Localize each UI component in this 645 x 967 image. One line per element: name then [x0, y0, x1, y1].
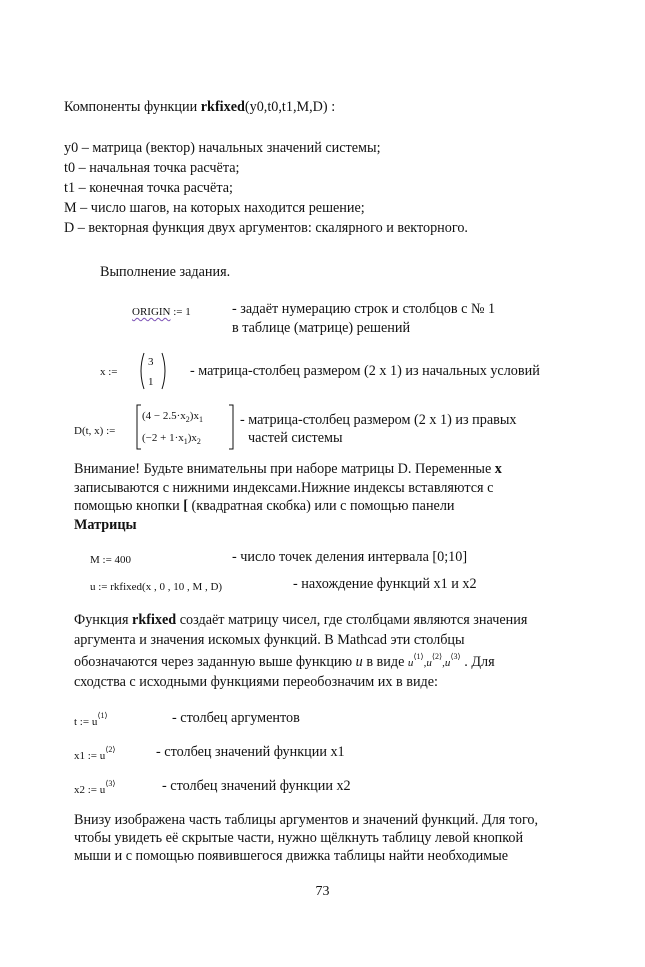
warning-text-3b: (квадратная скобка) или с помощью панели: [187, 498, 455, 514]
d-matrix-row-2: [142, 429, 201, 451]
d-row1-sub: 2: [185, 415, 190, 425]
u-def-expr: u := rkfixed(x , 0 , 10 , M , D): [90, 581, 223, 593]
m-def-expr: M := 400: [90, 554, 132, 566]
d-def-desc-2: частей системы: [248, 430, 343, 446]
d-row2-a: (−2 + 1·x: [142, 432, 184, 444]
d-row1-a: (4 − 2.5·x: [142, 410, 186, 422]
para-line-4: сходства с исходными функциями переобозначим их в виде:: [74, 674, 439, 690]
u3-var: ,u: [442, 657, 451, 669]
d-row2-sub: 1: [183, 437, 188, 447]
bracket-button-glyph: [: [183, 498, 188, 514]
d-row2-b: )x: [187, 432, 197, 444]
param-t1: t1 – конечная точка расчёта;: [64, 180, 233, 196]
col-x2-sup: ⟨3⟩: [105, 779, 116, 788]
col-t-sup: ⟨1⟩: [97, 711, 108, 720]
para-text-1b: создаёт матрицу чисел, где столбцами являются значения: [176, 612, 528, 628]
d-def-desc-1: - матрица-столбец размером (2 х 1) из правых: [240, 412, 517, 428]
bottom-line-3: мыши и с помощью появившегося движка таблицы найти необходимые: [74, 848, 509, 864]
x-def-desc: - матрица-столбец размером (2 х 1) из начальных условий: [190, 363, 540, 379]
d-row2-end-sub: 2: [196, 437, 201, 447]
param-d: D – векторная функция двух аргументов: скалярного и векторного.: [64, 220, 468, 236]
rkfixed-args: (y0,t0,t1,M,D) :: [244, 99, 336, 115]
para-line-2: аргумента и значения искомых функций. В Mathcad эти столбцы: [74, 632, 465, 648]
col-x2-lhs: x2 := u: [74, 784, 106, 796]
d-row1-b: )x: [189, 410, 199, 422]
origin-var: ORIGIN: [132, 306, 171, 318]
col-x2-desc: - столбец значений функции x2: [162, 778, 351, 794]
d-def-lhs: D(t, x) :=: [74, 425, 116, 437]
u1-var: u: [407, 657, 414, 669]
para-text-1a: Функция: [74, 612, 133, 628]
origin-desc-2: в таблице (матрице) решений: [232, 320, 411, 336]
col-x1-lhs: x1 := u: [74, 750, 106, 762]
para-text-3b: в виде: [362, 654, 408, 670]
col-x1-expr: [74, 747, 116, 766]
param-m: M – число шагов, на которых находится решение;: [64, 200, 365, 216]
u2-sup: ⟨2⟩: [431, 652, 443, 661]
para-text-3a: обозначаются через заданную выше функцию: [74, 654, 356, 670]
m-def-desc: - число точек деления интервала [0;10]: [232, 549, 468, 565]
u3-sup: ⟨3⟩: [450, 652, 461, 661]
origin-assign: := 1: [170, 306, 191, 318]
x-vector-v2: 1: [148, 376, 154, 388]
u2-var: ,u: [423, 657, 432, 669]
para-line-1: [74, 611, 527, 629]
col-t-desc: - столбец аргументов: [172, 710, 300, 726]
col-t-lhs: t := u: [74, 716, 98, 728]
d-row1-end-sub: 1: [198, 415, 203, 425]
x-def-lhs: x :=: [100, 366, 118, 378]
d-matrix-row-1: [142, 407, 203, 429]
col-x1-sup: ⟨2⟩: [105, 745, 116, 754]
intro-heading-text: Компоненты функции: [64, 99, 201, 115]
warning-text-1: Внимание! Будьте внимательны при наборе матрицы D. Переменные: [74, 461, 495, 477]
warning-text-3: помощью кнопки: [74, 498, 184, 514]
para-fn-name: rkfixed: [132, 612, 177, 628]
intro-heading: [64, 98, 335, 116]
task-title: Выполнение задания.: [100, 264, 231, 280]
bottom-line-1: Внизу изображена часть таблицы аргументов и значений функций. Для того,: [74, 812, 539, 828]
para-line-3: [74, 653, 495, 673]
para-u-var: u: [355, 654, 363, 670]
warning-line-1: [74, 460, 502, 478]
param-t0: t0 – начальная точка расчёта;: [64, 160, 240, 176]
para-text-3c: . Для: [460, 654, 495, 670]
origin-expr: [132, 303, 191, 321]
param-y0: y0 – матрица (вектор) начальных значений системы;: [64, 140, 381, 156]
warning-line-2: записываются с нижними индексами.Нижние индексы вставляются с: [74, 480, 494, 496]
warning-line-3: [74, 497, 455, 515]
col-x2-expr: [74, 781, 116, 800]
u-def-desc: - нахождение функций x1 и x2: [293, 576, 477, 592]
col-x1-desc: - столбец значений функции x1: [156, 744, 345, 760]
x-vector-v1: 3: [148, 356, 154, 368]
bottom-line-2: чтобы увидеть её скрытые части, нужно щёлкнуть таблицу левой кнопкой: [74, 830, 524, 846]
u1-sup: ⟨1⟩: [413, 652, 424, 661]
warning-var-x: x: [494, 461, 502, 477]
rkfixed-fn-name: rkfixed: [200, 99, 245, 115]
page-number: 73: [315, 884, 330, 899]
origin-desc-1: - задаёт нумерацию строк и столбцов с № 1: [232, 301, 496, 317]
col-t-expr: [74, 713, 108, 732]
warning-line-4: Матрицы: [74, 517, 137, 533]
